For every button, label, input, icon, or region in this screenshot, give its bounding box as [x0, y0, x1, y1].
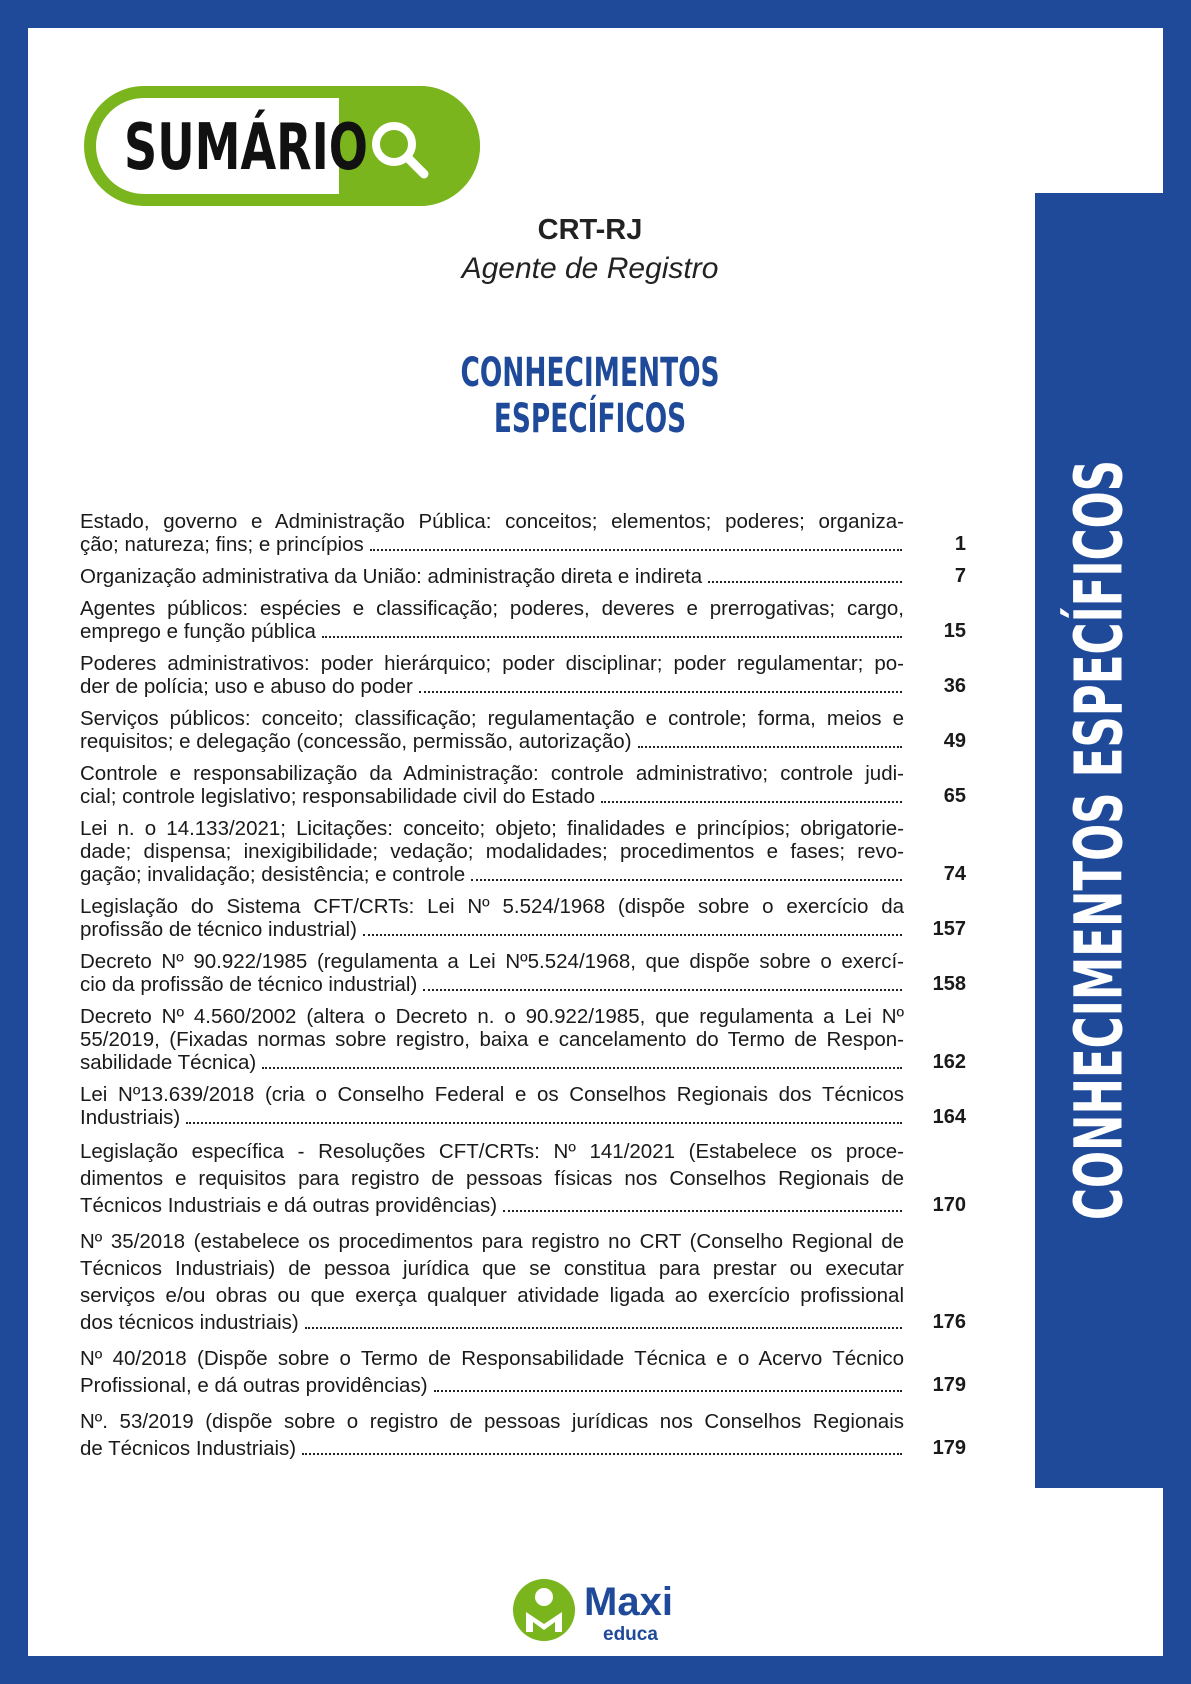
table-of-contents [80, 510, 966, 1471]
toc-entry-text: Serviços públicos: conceito; classificação; regulamentação e controle; forma, meios e [80, 707, 904, 730]
leader-dots [302, 1453, 902, 1455]
toc-entry[interactable] [80, 817, 966, 886]
toc-page-number: 7 [954, 565, 966, 587]
leader-dots [186, 1122, 902, 1124]
page-subtitle: Agente de Registro [461, 252, 719, 285]
toc-entry-lastline: Organização administrativa da União: administração direta e indireta [80, 565, 703, 588]
brand-name: Maxi [584, 1580, 673, 1624]
toc-page-number: 164 [932, 1106, 966, 1128]
toc-entry-lastline: ção; natureza; fins; e princípios [80, 533, 364, 556]
toc-entry-text: Decreto Nº 4.560/2002 (altera o Decreto n. o 90.922/1985, que regulamenta a Lei Nº 55/2019, (Fixadas normas sobre registro, baixa e cancelamento do Termo de Respon- [80, 1005, 904, 1051]
toc-page-number: 179 [932, 1437, 966, 1459]
toc-entry-text: Agentes públicos: espécies e classificação; poderes, deveres e prerrogativas; cargo, [80, 597, 904, 620]
toc-entry-text: Poderes administrativos: poder hierárquico; poder disciplinar; poder regulamentar; po- [80, 652, 904, 675]
leader-dots [262, 1067, 902, 1069]
toc-entry-lastline: Industriais) [80, 1106, 181, 1129]
toc-entry[interactable] [80, 597, 966, 643]
page-title: CRT-RJ [537, 214, 643, 246]
toc-entry-lastline: cio da profissão de técnico industrial) [80, 973, 418, 996]
side-label: CONHECIMENTOS ESPECÍFICOS [1060, 459, 1138, 1221]
toc-entry[interactable] [80, 707, 966, 753]
leader-dots [503, 1210, 902, 1212]
leader-dots [305, 1327, 902, 1329]
toc-entry[interactable] [80, 950, 966, 996]
toc-entry-lastline: Técnicos Industriais e dá outras providências) [80, 1194, 498, 1217]
toc-page-number: 15 [943, 620, 966, 642]
toc-entry[interactable] [80, 1083, 966, 1129]
toc-entry-text: Lei Nº13.639/2018 (cria o Conselho Federal e os Conselhos Regionais dos Técnicos [80, 1083, 904, 1106]
logo-text: SUMÁRIO [124, 111, 368, 185]
toc-entry-lastline: requisitos; e delegação (concessão, permissão, autorização) [80, 730, 632, 753]
toc-entry-lastline: sabilidade Técnica) [80, 1051, 257, 1074]
toc-entry-lastline: emprego e função pública [80, 620, 316, 643]
leader-dots [363, 934, 902, 936]
toc-entry-lastline: gação; invalidação; desistência; e controle [80, 863, 466, 886]
toc-entry[interactable] [80, 1005, 966, 1074]
brand-sub: educa [603, 1624, 658, 1645]
person-icon [535, 1588, 553, 1606]
toc-page-number: 162 [932, 1051, 966, 1073]
toc-entry-lastline: de Técnicos Industriais) [80, 1437, 297, 1460]
toc-page-number: 36 [943, 675, 966, 697]
toc-entry-lastline: profissão de técnico industrial) [80, 918, 357, 941]
toc-entry-lastline: Profissional, e dá outras providências) [80, 1374, 428, 1397]
leader-dots [601, 801, 902, 803]
toc-entry[interactable] [80, 652, 966, 698]
leader-dots [370, 549, 902, 551]
toc-page-number: 1 [954, 533, 966, 555]
toc-entry[interactable] [80, 895, 966, 941]
toc-entry-text: Estado, governo e Administração Pública: conceitos; elementos; poderes; organiza- [80, 510, 904, 533]
toc-entry-lastline: cial; controle legislativo; responsabilidade civil do Estado [80, 785, 596, 808]
toc-page-number: 157 [932, 918, 966, 940]
leader-dots [638, 746, 902, 748]
toc-entry-text: Legislação específica - Resoluções CFT/CRTs: Nº 141/2021 (Estabelece os proce- dimentos e requisitos para registro de pessoas físicas nos Conselhos Regionais de [80, 1140, 904, 1190]
leader-dots [322, 636, 902, 638]
toc-entry[interactable] [80, 1228, 966, 1336]
toc-page-number: 179 [932, 1374, 966, 1396]
toc-page-number: 176 [932, 1311, 966, 1333]
leader-dots [708, 581, 902, 583]
leader-dots [419, 691, 902, 693]
section-title: CONHECIMENTOS ESPECÍFICOS [460, 350, 720, 442]
toc-entry-text: Legislação do Sistema CFT/CRTs: Lei Nº 5.524/1968 (dispõe sobre o exercício da [80, 895, 904, 918]
leader-dots [423, 989, 902, 991]
toc-entry-text: Lei n. o 14.133/2021; Licitações: conceito; objeto; finalidades e princípios; obrigatorie- dade; dispensa; inexigibilidade; vedação; modalidades; procedimentos e fases; revo- [80, 817, 904, 863]
toc-page-number: 65 [943, 785, 966, 807]
toc-page-number: 170 [932, 1194, 966, 1216]
toc-page-number: 158 [932, 973, 966, 995]
toc-entry-text: Nº 35/2018 (estabelece os procedimentos para registro no CRT (Conselho Regional de Técnicos Industriais) de pessoa jurídica que se constitua para prestar ou executar serviços e/ou obras ou que exerça qualquer atividade ligada ao exercício profissional [80, 1230, 904, 1307]
toc-entry-text: Controle e responsabilização da Administração: controle administrativo; controle judi- [80, 762, 904, 785]
toc-page-number: 49 [943, 730, 966, 752]
leader-dots [471, 879, 902, 881]
toc-entry-text: Nº 40/2018 (Dispõe sobre o Termo de Responsabilidade Técnica e o Acervo Técnico [80, 1347, 904, 1370]
toc-entry[interactable] [80, 1345, 966, 1399]
toc-entry-lastline: der de polícia; uso e abuso do poder [80, 675, 413, 698]
toc-entry[interactable] [80, 1138, 966, 1219]
toc-entry-lastline: dos técnicos industriais) [80, 1311, 299, 1334]
toc-entry[interactable] [80, 1408, 966, 1462]
toc-entry[interactable] [80, 510, 966, 556]
leader-dots [434, 1390, 902, 1392]
toc-entry[interactable] [80, 762, 966, 808]
toc-entry[interactable] [80, 565, 966, 588]
toc-entry-text: Nº. 53/2019 (dispõe sobre o registro de pessoas jurídicas nos Conselhos Regionais [80, 1410, 904, 1433]
toc-entry-text: Decreto Nº 90.922/1985 (regulamenta a Lei Nº5.524/1968, que dispõe sobre o exercí- [80, 950, 904, 973]
toc-page-number: 74 [943, 863, 966, 885]
